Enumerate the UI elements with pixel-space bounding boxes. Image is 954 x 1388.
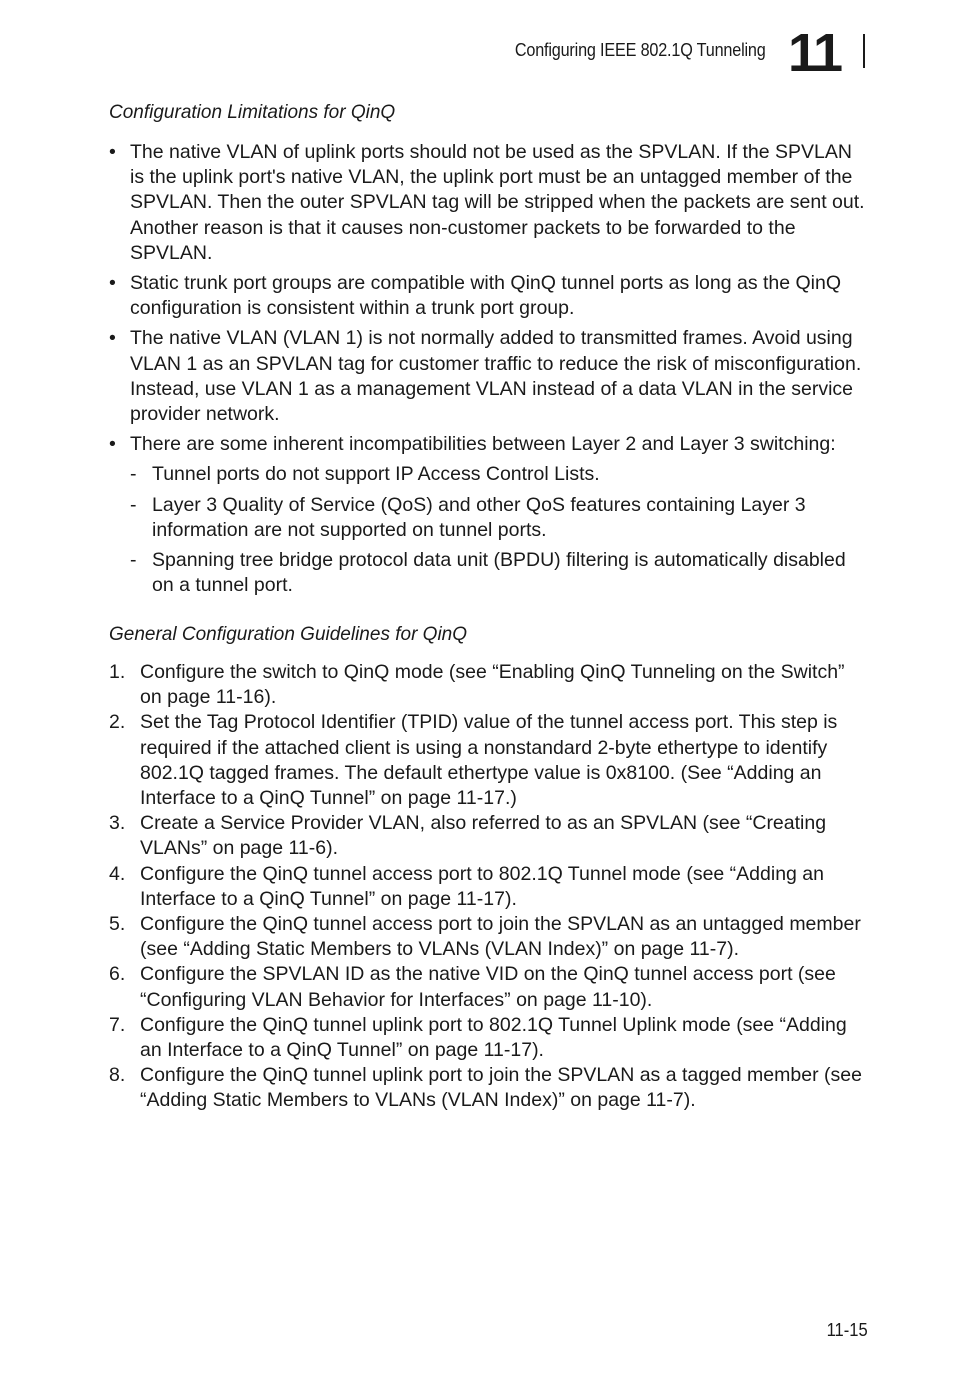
step-item [109, 862, 869, 912]
step-item [109, 811, 869, 861]
step-text: Configure the SPVLAN ID as the native VID on the QinQ tunnel access port (see “Configuring VLAN Behavior for Interfaces” on page 11-10). [140, 963, 836, 1011]
limitations-list [109, 140, 869, 603]
step-item [109, 962, 869, 1012]
sub-list-item [109, 548, 869, 598]
list-item-text: The native VLAN of uplink ports should not be used as the SPVLAN. If the SPVLAN is the uplink port's native VLAN, the uplink port must be an untagged member of the SPVLAN. Then the outer SPVLAN tag will be stripped when the packets are sent out. Another reason is that it causes non-customer packets to be forwarded to the SPVLAN. [130, 141, 865, 264]
list-item [109, 140, 869, 266]
step-item [109, 1063, 869, 1113]
step-text: Set the Tag Protocol Identifier (TPID) value of the tunnel access port. This step is required if the attached client is using a nonstandard 2-byte ethertype to identify 802.1Q tagged frames. The default ethertype value is 0x8100. (See “Adding an Interface to a QinQ Tunnel” on page 11-17.) [140, 711, 838, 810]
step-text: Configure the QinQ tunnel access port to join the SPVLAN as an untagged member (see “Adding Static Members to VLANs (VLAN Index)” on page 11-7). [140, 913, 861, 961]
step-item [109, 710, 869, 811]
bullet-marker: • [109, 327, 116, 350]
sub-list-item-text: Spanning tree bridge protocol data unit (BPDU) filtering is automatically disabled on a tunnel port. [152, 549, 846, 597]
guidelines-steps [109, 660, 869, 1114]
list-item-text: The native VLAN (VLAN 1) is not normally added to transmitted frames. Avoid using VLAN 1 as an SPVLAN tag for customer traffic to reduce the risk of misconfiguration. Instead, use VLAN 1 as a management VLAN instead of a data VLAN in the service provider network. [130, 327, 862, 426]
list-item [109, 271, 869, 321]
bullet-marker: • [109, 272, 116, 295]
step-item [109, 1013, 869, 1063]
step-number: 7. [109, 1013, 126, 1036]
step-number: 3. [109, 812, 126, 835]
list-item-text: There are some inherent incompatibilities between Layer 2 and Layer 3 switching: [130, 433, 836, 456]
page-number: 11-15 [826, 1320, 868, 1340]
step-text: Configure the switch to QinQ mode (see “Enabling QinQ Tunneling on the Switch” on page 11-16). [140, 661, 845, 709]
step-number: 1. [109, 661, 126, 683]
list-item-text: Static trunk port groups are compatible with QinQ tunnel ports as long as the QinQ configuration is consistent within a trunk port group. [130, 272, 842, 320]
dash-marker: - [130, 463, 137, 486]
step-number: 2. [109, 711, 126, 734]
step-number: 8. [109, 1064, 126, 1087]
dash-marker: - [130, 549, 137, 572]
bullet-marker: • [109, 433, 116, 456]
step-number: 5. [109, 913, 126, 936]
step-item [109, 912, 869, 962]
sub-list-item-text: Layer 3 Quality of Service (QoS) and other QoS features containing Layer 3 information are not supported on tunnel ports. [152, 493, 806, 541]
sub-list-item [109, 462, 869, 487]
step-text: Configure the QinQ tunnel uplink port to 802.1Q Tunnel Uplink mode (see “Adding an Interface to a QinQ Tunnel” on page 11-17). [140, 1013, 847, 1062]
bullet-marker: • [109, 141, 116, 163]
sub-list-item [109, 493, 869, 543]
running-header-title: Configuring IEEE 802.1Q Tunneling [515, 40, 766, 60]
guidelines-heading: General Configuration Guidelines for QinQ [109, 624, 468, 645]
list-item [109, 326, 869, 427]
step-number: 4. [109, 862, 126, 885]
list-item [109, 432, 869, 457]
step-text: Create a Service Provider VLAN, also referred to as an SPVLAN (see “Creating VLANs” on page 11-6). [140, 812, 827, 860]
dash-marker: - [130, 493, 137, 516]
sub-list-item-text: Tunnel ports do not support IP Access Control Lists. [152, 463, 600, 486]
step-text: Configure the QinQ tunnel uplink port to join the SPVLAN as a tagged member (see “Adding Static Members to VLANs (VLAN Index)” on page 11-7). [140, 1064, 862, 1112]
step-item [109, 660, 869, 710]
chapter-divider [863, 34, 865, 68]
chapter-number: 11 [788, 23, 842, 83]
step-text: Configure the QinQ tunnel access port to 802.1Q Tunnel mode (see “Adding an Interface to a QinQ Tunnel” on page 11-17). [140, 862, 824, 910]
step-number: 6. [109, 963, 126, 986]
limitations-heading: Configuration Limitations for QinQ [109, 102, 396, 123]
